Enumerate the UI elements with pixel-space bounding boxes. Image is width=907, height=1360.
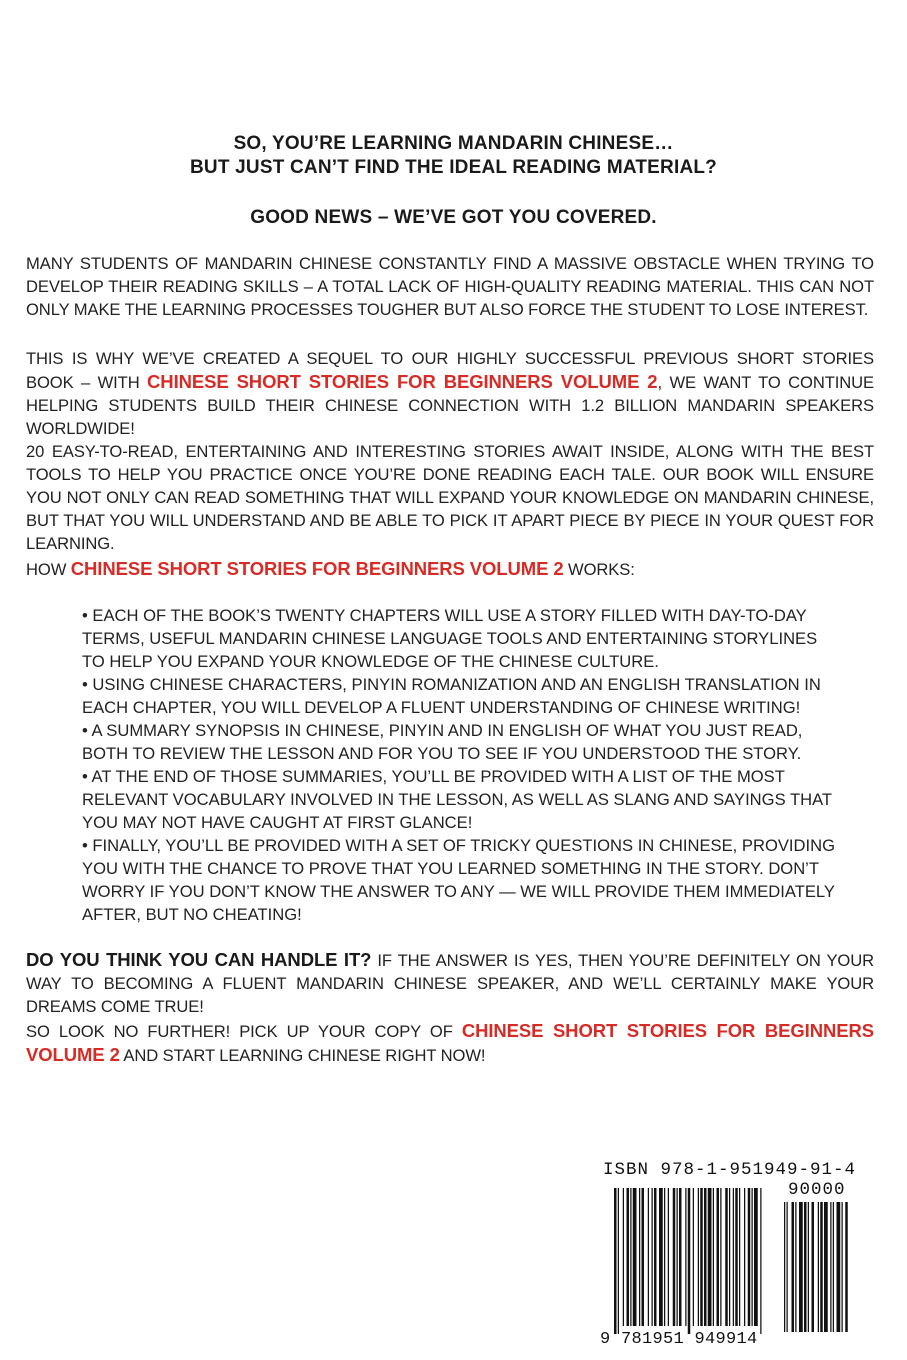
headline-good-news: GOOD NEWS – WE’VE GOT YOU COVERED. — [250, 207, 657, 228]
isbn-label: ISBN 978-1-951949-91-4 — [603, 1160, 857, 1180]
addon-bar — [795, 1202, 796, 1332]
barcode-bar — [630, 1188, 631, 1326]
barcode-bar — [713, 1188, 714, 1326]
barcode-bar — [614, 1188, 617, 1334]
barcode-bar — [642, 1188, 645, 1326]
barcode-bar — [708, 1188, 712, 1326]
how-text-before: HOW — [26, 560, 71, 579]
barcode-bar — [648, 1188, 649, 1326]
barcode-bar — [673, 1188, 676, 1326]
feature-item: • AT THE END OF THOSE SUMMARIES, YOU’LL BE PROVIDED WITH A LIST OF THE MOST RELEVANT VOCABULARY INVOLVED IN THE LESSON, AS WELL AS SLANG AND SAYINGS THAT YOU MAY NOT HAVE CAUGHT AT FIRST GLANCE! — [82, 767, 832, 832]
price-code: 90000 — [788, 1180, 846, 1200]
addon-bar — [820, 1202, 823, 1332]
barcode-bar — [752, 1188, 753, 1326]
addon-bar — [845, 1202, 848, 1332]
addon-bar — [792, 1202, 795, 1332]
barcode-bar — [739, 1188, 740, 1326]
barcode-bar — [627, 1188, 630, 1326]
challenge-paragraph — [26, 948, 874, 1018]
barcode-bar — [668, 1188, 669, 1326]
barcode-bar — [725, 1188, 728, 1326]
barcode-bar — [633, 1188, 637, 1326]
sequel-text-after: , WE WANT TO CONTINUE HELPING STUDENTS BUILD THEIR CHINESE CONNECTION WITH 1.2 BILLION MANDARIN SPEAKERS WORLDWIDE! — [26, 373, 874, 438]
intro-paragraph: MANY STUDENTS OF MANDARIN CHINESE CONSTANTLY FIND A MASSIVE OBSTACLE WHEN TRYING TO DEVELOP THEIR READING SKILLS – A TOTAL LACK OF HIGH-QUALITY READING MATERIAL. THIS CAN NOT ONLY MAKE THE LEARNING PROCESSES TOUGHER BUT ALSO FORCE THE STUDENT TO LOSE INTEREST. — [26, 254, 874, 319]
barcode-bar — [720, 1188, 721, 1326]
addon-bar — [812, 1202, 815, 1332]
addon-barcode-bars — [784, 1202, 848, 1332]
barcode-bar — [659, 1188, 663, 1326]
feature-item: • USING CHINESE CHARACTERS, PINYIN ROMANIZATION AND AN ENGLISH TRANSLATION IN EACH CHAPTER, YOU WILL DEVELOP A FLUENT UNDERSTANDING OF CHINESE WRITING! — [82, 675, 821, 717]
addon-bar — [842, 1202, 843, 1332]
headline-line-1: SO, YOU’RE LEARNING MANDARIN CHINESE… — [233, 133, 674, 154]
addon-bar — [830, 1202, 831, 1332]
addon-bar — [787, 1202, 788, 1332]
barcode-bar — [679, 1188, 682, 1326]
addon-bar — [799, 1202, 803, 1332]
feature-list — [82, 604, 842, 926]
barcode-bar — [685, 1188, 686, 1326]
headline-line-2: BUT JUST CAN’T FIND THE IDEAL READING MATERIAL? — [190, 157, 717, 178]
barcode-bar — [729, 1188, 730, 1326]
how-it-works-heading — [26, 557, 874, 581]
barcode-bar — [618, 1188, 619, 1334]
barcode-bar — [623, 1188, 624, 1326]
barcode-bar — [664, 1188, 665, 1326]
addon-bar — [784, 1202, 785, 1332]
addon-bar — [804, 1202, 807, 1332]
addon-bar — [833, 1202, 834, 1332]
barcode-bar — [688, 1188, 691, 1334]
barcode-bar — [698, 1188, 699, 1326]
barcode-bar — [677, 1188, 678, 1326]
sequel-paragraph — [26, 347, 874, 440]
closing-paragraph — [26, 1019, 874, 1067]
challenge-rest: IF THE ANSWER IS YES, THEN YOU’RE DEFINITELY ON YOUR WAY TO BECOMING A FLUENT MANDARIN CHINESE SPEAKER, AND WE’LL CERTAINLY MAKE YOUR DREAMS COME TRUE! — [26, 951, 874, 1016]
barcode-bar — [744, 1188, 745, 1326]
barcode-bar — [717, 1188, 720, 1326]
book-title-highlight: CHINESE SHORT STORIES FOR BEGINNERS VOLUME 2 — [147, 371, 658, 392]
closing-text-before: SO LOOK NO FURTHER! PICK UP YOUR COPY OF — [26, 1022, 462, 1041]
barcode-bar — [735, 1188, 738, 1326]
how-text-after: WORKS: — [563, 560, 635, 579]
challenge-lead: DO YOU THINK YOU CAN HANDLE IT? — [26, 949, 372, 970]
barcode-bar — [700, 1188, 703, 1326]
barcode-bar — [654, 1188, 657, 1326]
sequel-text-before: THIS IS WHY WE’VE CREATED A SEQUEL TO OUR HIGHLY SUCCESSFUL PREVIOUS SHORT STORIES BOOK – WITH — [26, 349, 874, 392]
barcode-bar — [760, 1188, 761, 1334]
barcode-graphic — [594, 1158, 856, 1354]
barcode-bar — [748, 1188, 751, 1326]
addon-bar — [808, 1202, 809, 1332]
how-book-title: CHINESE SHORT STORIES FOR BEGINNERS VOLUME 2 — [70, 558, 564, 579]
barcode-bar — [639, 1188, 640, 1326]
feature-item: • A SUMMARY SYNOPSIS IN CHINESE, PINYIN AND IN ENGLISH OF WHAT YOU JUST READ, BOTH TO REVIEW THE LESSON AND FOR YOU TO SEE IF YOU UNDERSTOOD THE STORY. — [82, 721, 803, 763]
ean-digits: 9 781951 949914 — [600, 1330, 758, 1349]
barcode-bar — [754, 1188, 758, 1326]
addon-bar — [818, 1202, 819, 1332]
stories-paragraph: 20 EASY-TO-READ, ENTERTAINING AND INTERESTING STORIES AWAIT INSIDE, ALONG WITH THE BEST TOOLS TO HELP YOU PRACTICE ONCE YOU’RE DONE READING EACH TALE. OUR BOOK WILL ENSURE YOU NOT ONLY CAN READ SOMETHING THAT WILL EXPAND YOUR KNOWLEDGE ON MANDARIN CHINESE, BUT THAT YOU WILL UNDERSTAND AND BE ABLE TO PICK IT APART PIECE BY PIECE IN YOUR QUEST FOR LEARNING. — [26, 442, 874, 553]
addon-bar — [837, 1202, 841, 1332]
closing-text-after: AND START LEARNING CHINESE RIGHT NOW! — [119, 1046, 486, 1065]
feature-item: • EACH OF THE BOOK’S TWENTY CHAPTERS WILL USE A STORY FILLED WITH DAY-TO-DAY TERMS, USEFUL MANDARIN CHINESE LANGUAGE TOOLS AND ENTERTAINING STORYLINES TO HELP YOU EXPAND YOUR KNOWLEDGE OF THE CHINESE CULTURE. — [82, 606, 818, 671]
barcode-bar — [693, 1188, 694, 1326]
feature-item: • FINALLY, YOU’LL BE PROVIDED WITH A SET OF TRICKY QUESTIONS IN CHINESE, PROVIDING YOU WITH THE CHANCE TO PROVE THAT YOU LEARNED SOMETHING IN THE STORY. DON’T WORRY IF YOU DON’T KNOW THE ANSWER TO ANY — WE WILL PROVIDE THEM IMMEDIATELY AFTER, BUT NO CHEATING! — [82, 836, 836, 924]
barcode-bar — [652, 1188, 653, 1326]
barcode-bar — [733, 1188, 734, 1326]
ean-barcode-bars — [614, 1188, 762, 1334]
closing-book-title: CHINESE SHORT STORIES FOR BEGINNERS VOLUME 2 — [26, 1020, 874, 1065]
addon-bar — [824, 1202, 828, 1332]
barcode-bar — [704, 1188, 707, 1326]
